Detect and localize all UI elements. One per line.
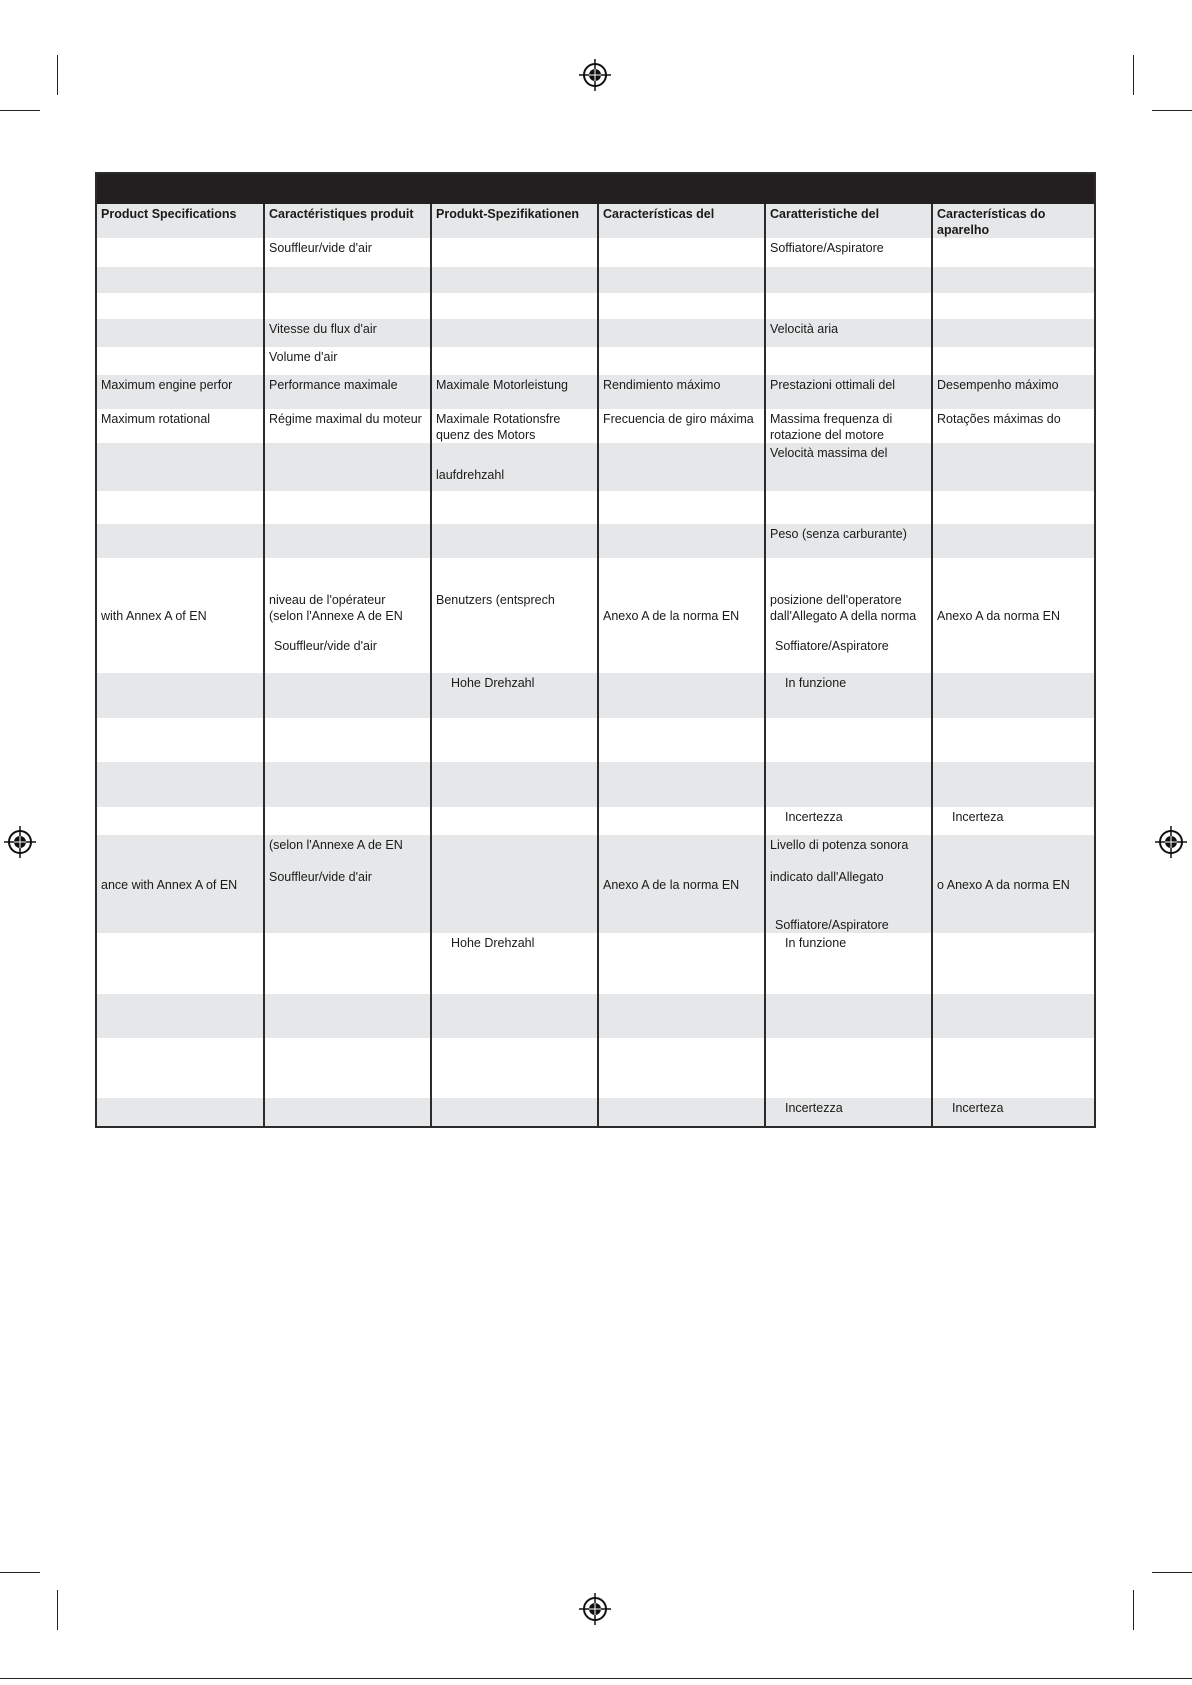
table-cell xyxy=(764,1098,931,1126)
table-cell xyxy=(764,718,931,762)
table-cell xyxy=(931,1038,1094,1098)
table-cell xyxy=(764,238,931,267)
table-cell xyxy=(597,375,764,409)
cell-text: Anexo A de la norma EN xyxy=(603,878,740,892)
table-cell xyxy=(764,375,931,409)
table-cell xyxy=(931,375,1094,409)
table-cell xyxy=(764,762,931,807)
table-cell xyxy=(764,293,931,319)
table-cell xyxy=(430,347,597,375)
table-cell xyxy=(931,347,1094,375)
table-cell xyxy=(764,933,931,994)
table-cell xyxy=(97,319,263,347)
cell-text: Anexo A da norma EN xyxy=(937,609,1060,623)
cell-text-line: Souffleur/vide d'air xyxy=(269,870,372,884)
cell-text: Maximum engine perfor xyxy=(101,378,233,392)
table-cell xyxy=(597,762,764,807)
table-cell xyxy=(430,319,597,347)
table-cell xyxy=(430,267,597,293)
table-cell xyxy=(263,1038,430,1098)
table-cell xyxy=(430,1098,597,1126)
header-pt: Características do aparelho xyxy=(931,204,1094,238)
table-title-bar xyxy=(97,174,1094,204)
crop-mark-bottom-right-v xyxy=(1133,1590,1134,1630)
table-cell xyxy=(430,293,597,319)
cell-text-line: posizione dell'operatore xyxy=(770,593,902,607)
table-cell xyxy=(430,409,597,443)
page-edge-line xyxy=(0,1678,1192,1679)
table-cell xyxy=(97,1098,263,1126)
cell-text: Hohe Drehzahl xyxy=(451,676,535,690)
cell-text: Incerteza xyxy=(952,1101,1004,1115)
table-cell xyxy=(597,347,764,375)
cell-text: Incertezza xyxy=(785,1101,843,1115)
cell-text-line: Livello di potenza sonora xyxy=(770,838,909,852)
table-cell xyxy=(597,293,764,319)
table-cell xyxy=(430,1038,597,1098)
table-row xyxy=(97,293,1094,319)
table-row xyxy=(97,409,1094,443)
table-cell xyxy=(764,409,931,443)
table-cell xyxy=(97,347,263,375)
crop-mark-bottom-left-v xyxy=(57,1590,58,1630)
cell-text-line: (selon l'Annexe A de EN xyxy=(269,838,403,852)
cell-text: with Annex A of EN xyxy=(101,609,207,623)
table-row xyxy=(97,238,1094,267)
table-row xyxy=(97,1038,1094,1098)
table-cell xyxy=(931,491,1094,524)
cell-text: Soffiatore/Aspiratore xyxy=(770,241,884,255)
cell-text: laufdrehzahl xyxy=(436,468,505,482)
header-es: Características del xyxy=(597,204,764,238)
table-cell xyxy=(263,347,430,375)
table-cell xyxy=(931,409,1094,443)
cell-text: Maximum rotational xyxy=(101,412,211,426)
table-cell xyxy=(263,409,430,443)
crop-mark-top-right-h xyxy=(1152,110,1192,111)
table-row xyxy=(97,347,1094,375)
table-cell xyxy=(764,835,931,933)
table-cell xyxy=(97,994,263,1038)
cell-text: Rendimiento máximo xyxy=(603,378,721,392)
table-cell xyxy=(97,807,263,835)
cell-text: Hohe Drehzahl xyxy=(451,936,535,950)
table-cell xyxy=(263,238,430,267)
registration-mark-top-icon xyxy=(579,59,611,91)
cell-text: Benutzers (entsprech xyxy=(436,593,555,607)
table-cell xyxy=(97,443,263,491)
cell-text: Performance maximale xyxy=(269,378,398,392)
table-cell xyxy=(597,835,764,933)
table-cell xyxy=(263,762,430,807)
cell-text: Maximale Motorleistung xyxy=(436,378,568,392)
table-cell xyxy=(263,718,430,762)
table-cell xyxy=(597,673,764,718)
table-cell xyxy=(764,994,931,1038)
table-cell xyxy=(97,762,263,807)
table-cell xyxy=(931,933,1094,994)
cell-text-line: Soffiatore/Aspiratore xyxy=(775,918,889,932)
cell-text-line: Souffleur/vide d'air xyxy=(274,639,377,653)
table-cell xyxy=(97,524,263,558)
table-cell xyxy=(597,558,764,673)
cell-text-line: indicato dall'Allegato xyxy=(770,870,884,884)
crop-mark-top-left-h xyxy=(0,110,40,111)
table-cell xyxy=(430,375,597,409)
cell-text-line: niveau de l'opérateur xyxy=(269,593,386,607)
table-cell xyxy=(97,1038,263,1098)
cell-text-line: dall'Allegato A della norma xyxy=(770,609,917,623)
crop-mark-top-left-v xyxy=(57,55,58,95)
cell-text: Prestazioni ottimali del xyxy=(770,378,896,392)
cell-text: Régime maximal du moteur xyxy=(269,412,422,426)
table-cell xyxy=(430,524,597,558)
cell-text: Incertezza xyxy=(785,810,843,824)
table-cell xyxy=(764,558,931,673)
product-specifications-table xyxy=(95,172,1096,1128)
table-row xyxy=(97,267,1094,293)
table-cell xyxy=(764,443,931,491)
table-cell xyxy=(931,267,1094,293)
table-cell xyxy=(263,994,430,1038)
table-cell xyxy=(97,409,263,443)
table-row xyxy=(97,673,1094,718)
crop-mark-bottom-left-h xyxy=(0,1572,40,1573)
table-row xyxy=(97,762,1094,807)
table-cell xyxy=(97,375,263,409)
table-cell xyxy=(263,558,430,673)
table-row xyxy=(97,1098,1094,1126)
table-cell xyxy=(263,319,430,347)
registration-mark-left-icon xyxy=(4,826,36,858)
table-cell xyxy=(764,267,931,293)
table-row xyxy=(97,319,1094,347)
registration-mark-right-icon xyxy=(1155,826,1187,858)
cell-text: Rotações máximas do xyxy=(937,412,1061,426)
table-cell xyxy=(97,293,263,319)
table-cell xyxy=(97,267,263,293)
table-row xyxy=(97,491,1094,524)
cell-text: ance with Annex A of EN xyxy=(101,878,238,892)
table-cell xyxy=(263,443,430,491)
cell-text: Desempenho máximo xyxy=(937,378,1059,392)
table-cell xyxy=(430,558,597,673)
table-cell xyxy=(931,807,1094,835)
cell-text: In funzione xyxy=(785,936,847,950)
table-cell xyxy=(597,409,764,443)
table-cell xyxy=(263,1098,430,1126)
header-it: Caratteristiche del xyxy=(764,204,931,238)
table-cell xyxy=(97,558,263,673)
table-cell xyxy=(764,524,931,558)
table-cell xyxy=(764,1038,931,1098)
table-cell xyxy=(430,762,597,807)
table-cell xyxy=(597,807,764,835)
table-cell xyxy=(764,347,931,375)
table-cell xyxy=(597,319,764,347)
table-cell xyxy=(931,673,1094,718)
table-cell xyxy=(597,1098,764,1126)
table-header-row xyxy=(97,204,1094,238)
cell-text: Incerteza xyxy=(952,810,1004,824)
table-cell xyxy=(597,524,764,558)
table-cell xyxy=(931,443,1094,491)
table-cell xyxy=(931,319,1094,347)
table-cell xyxy=(430,718,597,762)
table-row xyxy=(97,443,1094,491)
cell-text-line: (selon l'Annexe A de EN xyxy=(269,609,403,623)
table-cell xyxy=(597,267,764,293)
cell-text: Volume d'air xyxy=(269,350,338,364)
table-cell xyxy=(931,293,1094,319)
table-cell xyxy=(931,994,1094,1038)
table-cell xyxy=(263,491,430,524)
table-cell xyxy=(97,673,263,718)
crop-mark-top-right-v xyxy=(1133,55,1134,95)
table-cell xyxy=(430,443,597,491)
cell-text: o Anexo A da norma EN xyxy=(937,878,1070,892)
table-cell xyxy=(430,673,597,718)
table-cell xyxy=(97,491,263,524)
table-cell xyxy=(263,524,430,558)
table-cell xyxy=(597,443,764,491)
table-cell xyxy=(430,491,597,524)
cell-text: Massima frequenza di rotazione del motore xyxy=(770,412,893,442)
table-cell xyxy=(97,835,263,933)
table-cell xyxy=(430,807,597,835)
table-row xyxy=(97,994,1094,1038)
table-row xyxy=(97,807,1094,835)
cell-text: Peso (senza carburante) xyxy=(770,527,907,541)
cell-text: Frecuencia de giro máxima xyxy=(603,412,754,426)
table-cell xyxy=(430,933,597,994)
table-cell xyxy=(430,238,597,267)
table-cell xyxy=(597,238,764,267)
table-row xyxy=(97,558,1094,673)
table-cell xyxy=(97,718,263,762)
cell-text: Vitesse du flux d'air xyxy=(269,322,377,336)
table-cell xyxy=(597,1038,764,1098)
table-cell xyxy=(430,994,597,1038)
table-row xyxy=(97,524,1094,558)
cell-text: Anexo A de la norma EN xyxy=(603,609,740,623)
table-cell xyxy=(931,238,1094,267)
table-row xyxy=(97,835,1094,933)
table-body xyxy=(97,238,1094,1126)
table-cell xyxy=(263,933,430,994)
table-row xyxy=(97,375,1094,409)
cell-text: Velocità aria xyxy=(770,322,839,336)
table-cell xyxy=(931,835,1094,933)
crop-mark-bottom-right-h xyxy=(1152,1572,1192,1573)
table-cell xyxy=(430,835,597,933)
table-cell xyxy=(597,718,764,762)
table-cell xyxy=(764,807,931,835)
header-fr: Caractéristiques produit xyxy=(263,204,430,238)
table-cell xyxy=(263,807,430,835)
header-en: Product Specifications xyxy=(101,207,237,221)
table-cell xyxy=(597,491,764,524)
cell-text-line: Soffiatore/Aspiratore xyxy=(775,639,889,653)
table-cell xyxy=(263,267,430,293)
table-cell xyxy=(764,319,931,347)
cell-text: Velocità massima del xyxy=(770,446,888,460)
table-cell xyxy=(931,762,1094,807)
table-cell xyxy=(931,718,1094,762)
table-cell xyxy=(263,375,430,409)
table-cell xyxy=(97,238,263,267)
table-cell xyxy=(597,994,764,1038)
table-cell xyxy=(764,491,931,524)
cell-text: Maximale Rotationsfre quenz des Motors xyxy=(436,412,561,442)
table-cell xyxy=(263,673,430,718)
cell-text: In funzione xyxy=(785,676,847,690)
table-cell xyxy=(931,558,1094,673)
table-cell xyxy=(97,933,263,994)
table-cell xyxy=(597,933,764,994)
table-row xyxy=(97,933,1094,994)
cell-text: Souffleur/vide d'air xyxy=(269,241,372,255)
table-row xyxy=(97,718,1094,762)
table-cell xyxy=(764,673,931,718)
header-de: Produkt-Spezifikationen xyxy=(430,204,597,238)
table-cell xyxy=(263,835,430,933)
table-cell xyxy=(931,1098,1094,1126)
table-cell xyxy=(263,293,430,319)
registration-mark-bottom-icon xyxy=(579,1593,611,1625)
table-cell xyxy=(931,524,1094,558)
